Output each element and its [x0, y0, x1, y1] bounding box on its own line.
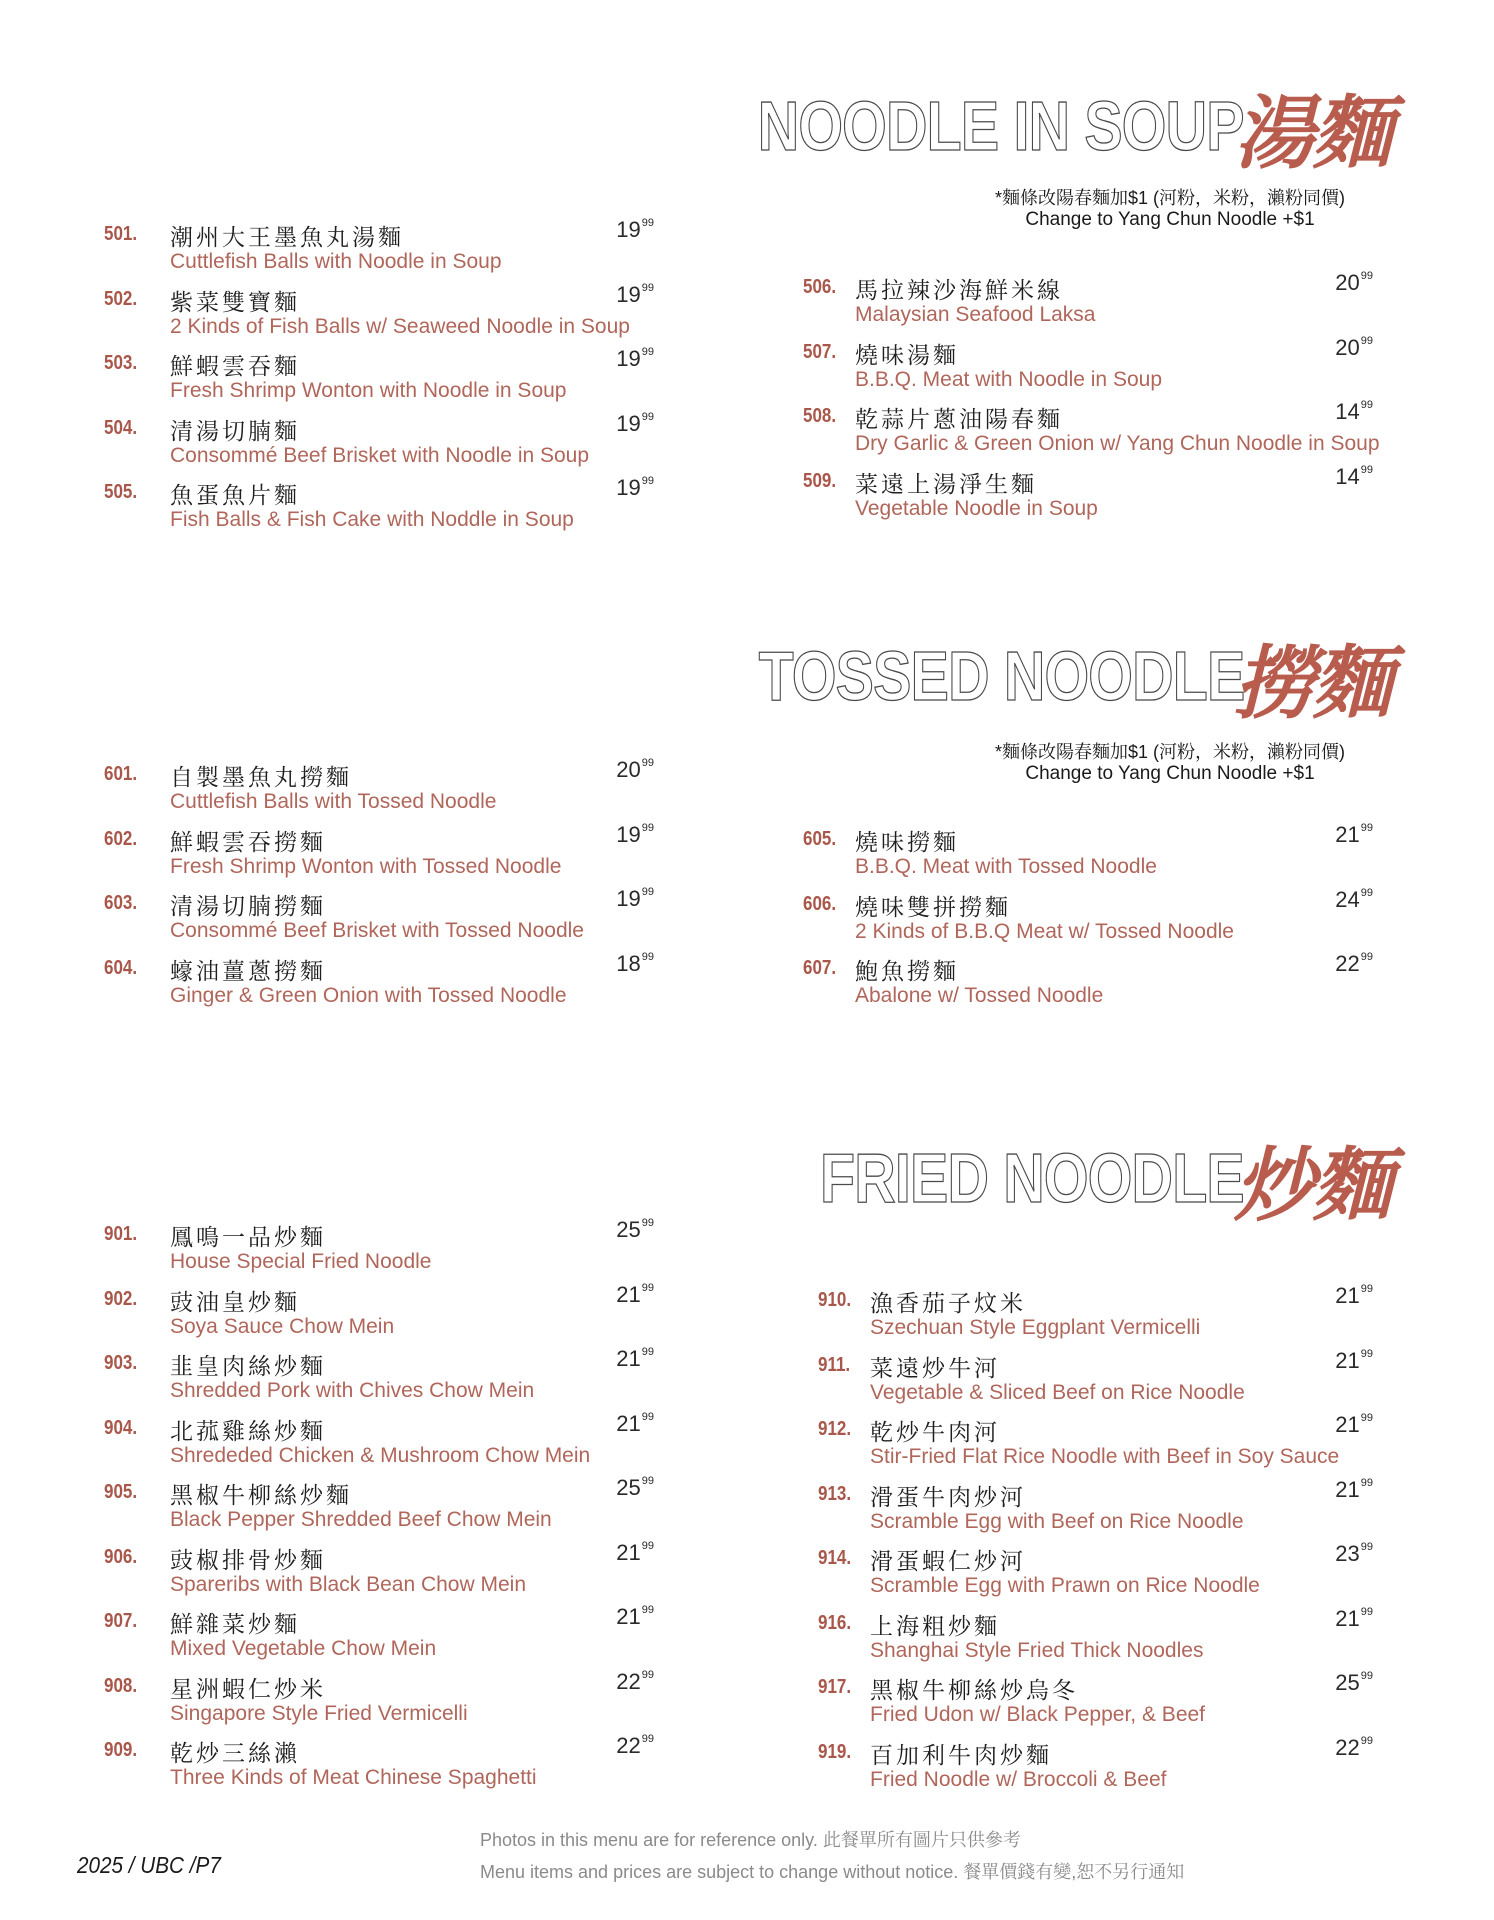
- item-price: [616, 1733, 654, 1759]
- price-dollars: 19: [616, 821, 641, 847]
- item-price: [616, 411, 654, 437]
- item-number: 506.: [803, 276, 837, 298]
- price-cents: 99: [1360, 886, 1373, 899]
- menu-item: [818, 1412, 1373, 1470]
- item-name-en: Abalone w/ Tossed Noodle: [855, 984, 1104, 1007]
- item-name-en: Ginger & Green Onion with Tossed Noodle: [170, 983, 567, 1007]
- price-cents: 99: [1360, 1541, 1373, 1553]
- item-name-en: B.B.Q. Meat with Tossed Noodle: [855, 855, 1157, 878]
- item-name-en: Scramble Egg with Beef on Rice Noodle: [870, 1509, 1244, 1533]
- item-name-zh: 蠔油薑蔥撈麵: [170, 958, 326, 985]
- item-number: 905.: [104, 1481, 138, 1503]
- note-zh: *麵條改陽春麵加$1 (河粉，米粉，瀨粉同價): [994, 742, 1345, 762]
- item-price: [616, 1346, 654, 1372]
- menu-item: [104, 475, 664, 533]
- item-name-zh: 乾炒牛肉河: [870, 1420, 1000, 1446]
- item-name-en: 2 Kinds of Fish Balls w/ Seaweed Noodle in Soup: [170, 314, 630, 338]
- item-name-en: Shanghai Style Fried Thick Noodles: [870, 1638, 1204, 1662]
- item-price: [616, 822, 654, 848]
- price-dollars: 19: [616, 475, 641, 500]
- item-price: [616, 886, 654, 912]
- item-price: [616, 1282, 654, 1308]
- price-cents: 99: [641, 217, 654, 229]
- note-en: Change to Yang Chun Noodle +$1: [1025, 209, 1315, 230]
- price-dollars: 20: [1335, 334, 1360, 360]
- price-dollars: 21: [1335, 1347, 1360, 1373]
- menu-item: [818, 1735, 1373, 1793]
- price-cents: 99: [1360, 1605, 1373, 1618]
- item-name-en: Mixed Vegetable Chow Mein: [170, 1637, 437, 1660]
- section-title-en: NOODLE IN SOUP: [757, 87, 1244, 165]
- menu-item: [818, 1541, 1373, 1599]
- item-number: 912.: [818, 1418, 852, 1440]
- item-name-zh: 北菰雞絲炒麵: [170, 1418, 326, 1445]
- price-cents: 99: [641, 410, 654, 423]
- footer-price-note: Menu items and prices are subject to change without notice. 餐單價錢有變,恕不另行通知: [480, 1862, 1185, 1882]
- price-cents: 99: [1360, 1670, 1373, 1682]
- price-dollars: 19: [616, 281, 641, 307]
- item-number: 502.: [104, 287, 138, 310]
- item-name-zh: 鮮雜菜炒麵: [170, 1612, 300, 1638]
- item-name-en: Fresh Shrimp Wonton with Noodle in Soup: [170, 379, 567, 402]
- item-name-zh: 乾蒜片蔥油陽春麵: [855, 407, 1063, 433]
- item-name-zh: 魚蛋魚片麵: [170, 483, 300, 509]
- item-price: [1335, 1412, 1373, 1438]
- price-dollars: 23: [1335, 1541, 1360, 1566]
- menu-item: [803, 335, 1373, 393]
- item-price: [1335, 1606, 1373, 1632]
- page-label: 2025 / UBC /P7: [77, 1852, 221, 1878]
- item-name-zh: 菜遠上湯淨生麵: [855, 471, 1037, 498]
- menu-item: [104, 1475, 664, 1533]
- item-name-zh: 燒味雙拼撈麵: [855, 894, 1011, 921]
- item-number: 508.: [803, 405, 837, 427]
- item-number: 605.: [803, 828, 837, 850]
- item-number: 604.: [104, 956, 138, 979]
- item-price: [1335, 270, 1373, 296]
- price-dollars: 21: [616, 1539, 641, 1565]
- item-name-en: Vegetable & Sliced Beef on Rice Noodle: [870, 1380, 1245, 1404]
- note-en: Change to Yang Chun Noodle +$1: [1025, 763, 1315, 784]
- menu-item: [803, 951, 1373, 1009]
- item-number: 917.: [818, 1676, 852, 1698]
- price-cents: 99: [641, 1733, 654, 1745]
- item-number: 505.: [104, 481, 138, 503]
- menu-item: [818, 1670, 1373, 1728]
- price-cents: 99: [641, 281, 654, 294]
- item-number: 913.: [818, 1482, 852, 1505]
- item-price: [616, 1540, 654, 1566]
- item-name-zh: 鳳鳴一品炒麵: [170, 1225, 326, 1251]
- menu-item: [104, 1346, 664, 1404]
- item-name-en: Black Pepper Shredded Beef Chow Mein: [170, 1508, 552, 1531]
- item-price: [616, 1217, 654, 1243]
- price-cents: 99: [1360, 463, 1373, 476]
- item-number: 907.: [104, 1610, 138, 1632]
- item-number: 504.: [104, 416, 138, 439]
- menu-item: [104, 1411, 664, 1469]
- item-price: [1335, 335, 1373, 361]
- item-price: [616, 1669, 654, 1695]
- price-dollars: 22: [1335, 951, 1360, 976]
- menu-item: [104, 1217, 664, 1275]
- price-cents: 99: [1360, 270, 1373, 282]
- menu-item: [803, 270, 1373, 328]
- item-number: 909.: [104, 1739, 138, 1761]
- price-dollars: 21: [1335, 1605, 1360, 1631]
- item-price: [616, 475, 654, 501]
- price-dollars: 21: [1335, 1412, 1360, 1437]
- price-cents: 99: [1360, 334, 1373, 347]
- price-dollars: 21: [616, 1604, 641, 1629]
- item-name-zh: 百加利牛肉炒麵: [870, 1742, 1052, 1769]
- price-cents: 99: [1360, 822, 1373, 834]
- menu-item: [104, 217, 664, 275]
- item-name-en: B.B.Q. Meat with Noodle in Soup: [855, 367, 1162, 391]
- item-number: 903.: [104, 1352, 138, 1374]
- menu-item: [104, 822, 664, 880]
- item-price: [616, 1475, 654, 1501]
- price-dollars: 19: [616, 886, 641, 911]
- price-cents: 99: [641, 1217, 654, 1229]
- item-price: [1335, 1348, 1373, 1374]
- section-title-en: FRIED NOODLE: [820, 1139, 1244, 1217]
- item-name-en: Fresh Shrimp Wonton with Tossed Noodle: [170, 854, 562, 878]
- item-price: [616, 282, 654, 308]
- item-name-en: Cuttlefish Balls with Tossed Noodle: [170, 790, 497, 813]
- item-name-zh: 馬拉辣沙海鮮米線: [855, 278, 1063, 304]
- menu-item: [104, 1733, 664, 1791]
- noodle-swap-note: [880, 741, 1460, 785]
- price-dollars: 21: [616, 1410, 641, 1436]
- item-name-en: Consommé Beef Brisket with Noodle in Soup: [170, 443, 590, 467]
- menu-item: [803, 399, 1380, 457]
- item-name-en: 2 Kinds of B.B.Q Meat w/ Tossed Noodle: [855, 919, 1234, 943]
- price-dollars: 21: [616, 1281, 641, 1307]
- footer-photo-note: Photos in this menu are for reference only. 此餐單所有圖片只供參考: [480, 1830, 1021, 1850]
- menu-item: [104, 1540, 664, 1598]
- item-name-en: Malaysian Seafood Laksa: [855, 303, 1096, 326]
- item-name-en: Fish Balls & Fish Cake with Noddle in Soup: [170, 508, 574, 531]
- item-name-zh: 菜遠炒牛河: [870, 1355, 1000, 1382]
- price-cents: 99: [1360, 1476, 1373, 1489]
- item-price: [1335, 1735, 1373, 1761]
- item-number: 507.: [803, 340, 837, 363]
- price-cents: 99: [641, 475, 654, 487]
- noodle-swap-note: [880, 187, 1460, 231]
- menu-item: [818, 1606, 1373, 1664]
- item-price: [1335, 1670, 1373, 1696]
- item-number: 910.: [818, 1289, 852, 1311]
- menu-item: [104, 1604, 664, 1662]
- item-name-en: Cuttlefish Balls with Noodle in Soup: [170, 250, 502, 273]
- price-cents: 99: [1360, 1412, 1373, 1424]
- item-name-zh: 燒味撈麵: [855, 830, 959, 856]
- item-price: [616, 1411, 654, 1437]
- price-dollars: 20: [1335, 270, 1360, 295]
- item-name-en: Three Kinds of Meat Chinese Spaghetti: [170, 1766, 537, 1789]
- price-cents: 99: [641, 821, 654, 834]
- price-dollars: 25: [616, 1217, 641, 1242]
- price-cents: 99: [641, 1410, 654, 1423]
- item-price: [1335, 464, 1373, 490]
- price-cents: 99: [641, 1604, 654, 1616]
- menu-item: [104, 886, 664, 944]
- price-cents: 99: [641, 950, 654, 963]
- section-title-zh: 湯麵: [1234, 86, 1390, 180]
- item-number: 601.: [104, 763, 138, 785]
- menu-item: [818, 1283, 1373, 1341]
- menu-item: [803, 887, 1373, 945]
- item-price: [1335, 1541, 1373, 1567]
- item-price: [1335, 887, 1373, 913]
- item-price: [1335, 951, 1373, 977]
- item-name-zh: 豉椒排骨炒麵: [170, 1547, 326, 1574]
- item-name-zh: 鮮蝦雲吞撈麵: [170, 829, 326, 856]
- item-number: 501.: [104, 223, 138, 245]
- item-price: [616, 217, 654, 243]
- price-cents: 99: [1360, 1734, 1373, 1747]
- item-name-zh: 自製墨魚丸撈麵: [170, 765, 352, 791]
- price-dollars: 25: [616, 1475, 641, 1500]
- item-name-en: Stir-Fried Flat Rice Noodle with Beef in Soy Sauce: [870, 1445, 1340, 1468]
- price-cents: 99: [641, 886, 654, 898]
- item-name-en: Singapore Style Fried Vermicelli: [170, 1701, 468, 1725]
- item-name-en: Vegetable Noodle in Soup: [855, 496, 1098, 520]
- item-number: 606.: [803, 892, 837, 915]
- item-number: 902.: [104, 1287, 138, 1310]
- item-number: 602.: [104, 827, 138, 850]
- price-dollars: 19: [616, 410, 641, 436]
- note-zh: *麵條改陽春麵加$1 (河粉，米粉，瀨粉同價): [994, 188, 1345, 208]
- item-number: 919.: [818, 1740, 852, 1763]
- item-name-zh: 鮑魚撈麵: [855, 959, 959, 985]
- item-price: [1335, 1477, 1373, 1503]
- item-number: 914.: [818, 1547, 852, 1569]
- item-number: 607.: [803, 957, 837, 979]
- item-name-zh: 星洲蝦仁炒米: [170, 1676, 326, 1703]
- item-name-zh: 紫菜雙寶麵: [170, 289, 300, 316]
- item-name-zh: 豉油皇炒麵: [170, 1289, 300, 1316]
- item-price: [616, 346, 654, 372]
- item-name-en: Fried Noodle w/ Broccoli & Beef: [870, 1767, 1167, 1791]
- price-cents: 99: [641, 1346, 654, 1358]
- menu-item: [104, 346, 664, 404]
- price-dollars: 24: [1335, 886, 1360, 912]
- menu-item: [104, 757, 664, 815]
- item-name-zh: 清湯切腩撈麵: [170, 894, 326, 920]
- item-name-en: Szechuan Style Eggplant Vermicelli: [870, 1316, 1201, 1339]
- item-number: 916.: [818, 1611, 852, 1634]
- price-dollars: 21: [1335, 822, 1360, 847]
- price-dollars: 21: [1335, 1476, 1360, 1502]
- item-name-zh: 黑椒牛柳絲炒烏冬: [870, 1678, 1078, 1704]
- item-name-zh: 潮州大王墨魚丸湯麵: [170, 225, 404, 251]
- item-number: 906.: [104, 1545, 138, 1568]
- price-dollars: 20: [616, 757, 641, 782]
- item-name-zh: 乾炒三絲瀨: [170, 1741, 300, 1767]
- section-title-zh: 撈麵: [1234, 636, 1390, 730]
- menu-item: [104, 1669, 664, 1727]
- price-dollars: 18: [616, 950, 641, 976]
- price-cents: 99: [1360, 1347, 1373, 1360]
- price-dollars: 14: [1335, 399, 1360, 424]
- item-price: [1335, 399, 1373, 425]
- item-price: [616, 1604, 654, 1630]
- menu-item: [803, 822, 1373, 880]
- item-price: [1335, 1283, 1373, 1309]
- item-number: 503.: [104, 352, 138, 374]
- item-name-zh: 燒味湯麵: [855, 342, 959, 369]
- item-name-en: Soya Sauce Chow Mein: [170, 1314, 395, 1338]
- menu-item: [104, 411, 664, 469]
- menu-item: [803, 464, 1373, 522]
- item-name-en: House Special Fried Noodle: [170, 1250, 432, 1273]
- item-name-zh: 上海粗炒麵: [870, 1613, 1000, 1640]
- price-cents: 99: [1360, 1283, 1373, 1295]
- item-number: 904.: [104, 1416, 138, 1439]
- item-name-en: Fried Udon w/ Black Pepper, & Beef: [870, 1703, 1206, 1726]
- item-name-zh: 清湯切腩麵: [170, 418, 300, 445]
- item-name-zh: 黑椒牛柳絲炒麵: [170, 1483, 352, 1509]
- item-name-zh: 鮮蝦雲吞麵: [170, 354, 300, 380]
- price-cents: 99: [1360, 399, 1373, 411]
- price-dollars: 19: [616, 346, 641, 371]
- menu-item: [818, 1477, 1373, 1535]
- price-cents: 99: [641, 1668, 654, 1681]
- item-name-zh: 漁香茄子炆米: [870, 1291, 1026, 1317]
- section-heading-soup: [560, 76, 1390, 180]
- price-dollars: 21: [616, 1346, 641, 1371]
- item-number: 908.: [104, 1674, 138, 1697]
- item-name-en: Shredded Pork with Chives Chow Mein: [170, 1379, 535, 1402]
- item-price: [616, 951, 654, 977]
- price-dollars: 14: [1335, 463, 1360, 489]
- item-number: 901.: [104, 1223, 138, 1245]
- item-name-en: Scramble Egg with Prawn on Rice Noodle: [870, 1574, 1260, 1597]
- item-price: [616, 757, 654, 783]
- item-name-zh: 滑蛋牛肉炒河: [870, 1484, 1026, 1511]
- price-cents: 99: [641, 1539, 654, 1552]
- menu-item: [104, 282, 664, 340]
- section-title-zh: 炒麵: [1234, 1138, 1390, 1232]
- price-dollars: 21: [1335, 1283, 1360, 1308]
- price-cents: 99: [641, 346, 654, 358]
- price-cents: 99: [641, 757, 654, 769]
- price-dollars: 22: [616, 1733, 641, 1758]
- item-name-zh: 滑蛋蝦仁炒河: [870, 1549, 1026, 1575]
- price-dollars: 22: [1335, 1734, 1360, 1760]
- menu-item: [104, 951, 664, 1009]
- item-price: [1335, 822, 1373, 848]
- item-name-en: Consommé Beef Brisket with Tossed Noodle: [170, 919, 584, 942]
- price-cents: 99: [641, 1281, 654, 1294]
- price-cents: 99: [1360, 951, 1373, 963]
- item-number: 509.: [803, 469, 837, 492]
- item-name-en: Shrededed Chicken & Mushroom Chow Mein: [170, 1443, 591, 1467]
- item-name-en: Dry Garlic & Green Onion w/ Yang Chun Noodle in Soup: [855, 432, 1380, 455]
- section-heading-tossed: [560, 626, 1390, 730]
- item-number: 603.: [104, 892, 138, 914]
- item-name-en: Spareribs with Black Bean Chow Mein: [170, 1572, 526, 1596]
- item-name-zh: 韭皇肉絲炒麵: [170, 1354, 326, 1380]
- price-dollars: 22: [616, 1668, 641, 1694]
- price-dollars: 19: [616, 217, 641, 242]
- menu-item: [818, 1348, 1373, 1406]
- section-title-en: TOSSED NOODLE: [758, 637, 1244, 715]
- menu-item: [104, 1282, 664, 1340]
- item-number: 911.: [818, 1353, 851, 1376]
- price-dollars: 25: [1335, 1670, 1360, 1695]
- price-cents: 99: [641, 1475, 654, 1487]
